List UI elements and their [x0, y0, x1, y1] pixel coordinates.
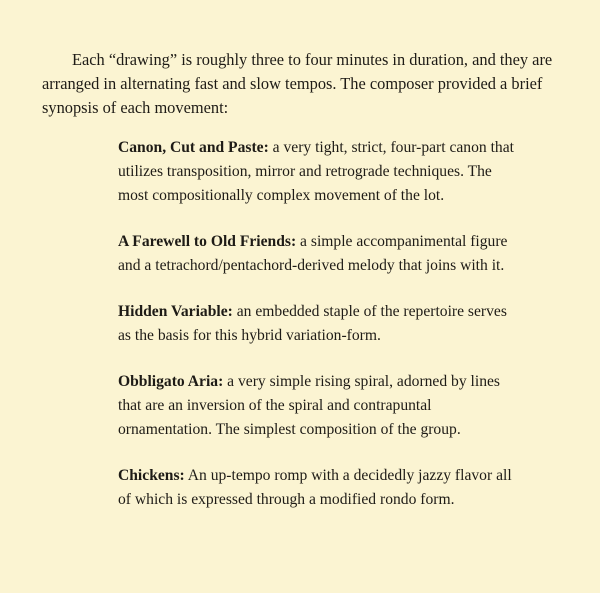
movement-entry [118, 300, 518, 348]
movement-list [118, 136, 518, 534]
movement-entry [118, 230, 518, 278]
movement-description: a very simple rising spiral, adorned by lines that are an inversion of the spiral and contrapuntal ornamentation. The simplest composition of the group. [118, 373, 500, 438]
movement-title: Chickens: [118, 467, 185, 484]
movement-description: a very tight, strict, four-part canon that utilizes transposition, mirror and retrograde techniques. The most compositionally complex movement of the lot. [118, 139, 514, 204]
movement-title: Canon, Cut and Paste: [118, 139, 269, 156]
intro-paragraph: Each “drawing” is roughly three to four minutes in duration, and they are arranged in alternating fast and slow tempos. The composer provided a brief synopsis of each movement: [42, 50, 553, 117]
movement-title: Obbligato Aria: [118, 373, 224, 390]
movement-description: a simple accompanimental figure and a tetrachord/pentachord-derived melody that joins with it. [118, 233, 508, 274]
movement-description: An up-tempo romp with a decidedly jazzy flavor all of which is expressed through a modified rondo form. [118, 467, 512, 508]
movement-title: A Farewell to Old Friends: [118, 233, 297, 250]
movement-description: an embedded staple of the repertoire serves as the basis for this hybrid variation-form. [118, 303, 507, 344]
movement-title: Hidden Variable: [118, 303, 233, 320]
movement-entry [118, 464, 518, 512]
movement-entry [118, 370, 518, 442]
movement-entry [118, 136, 518, 208]
